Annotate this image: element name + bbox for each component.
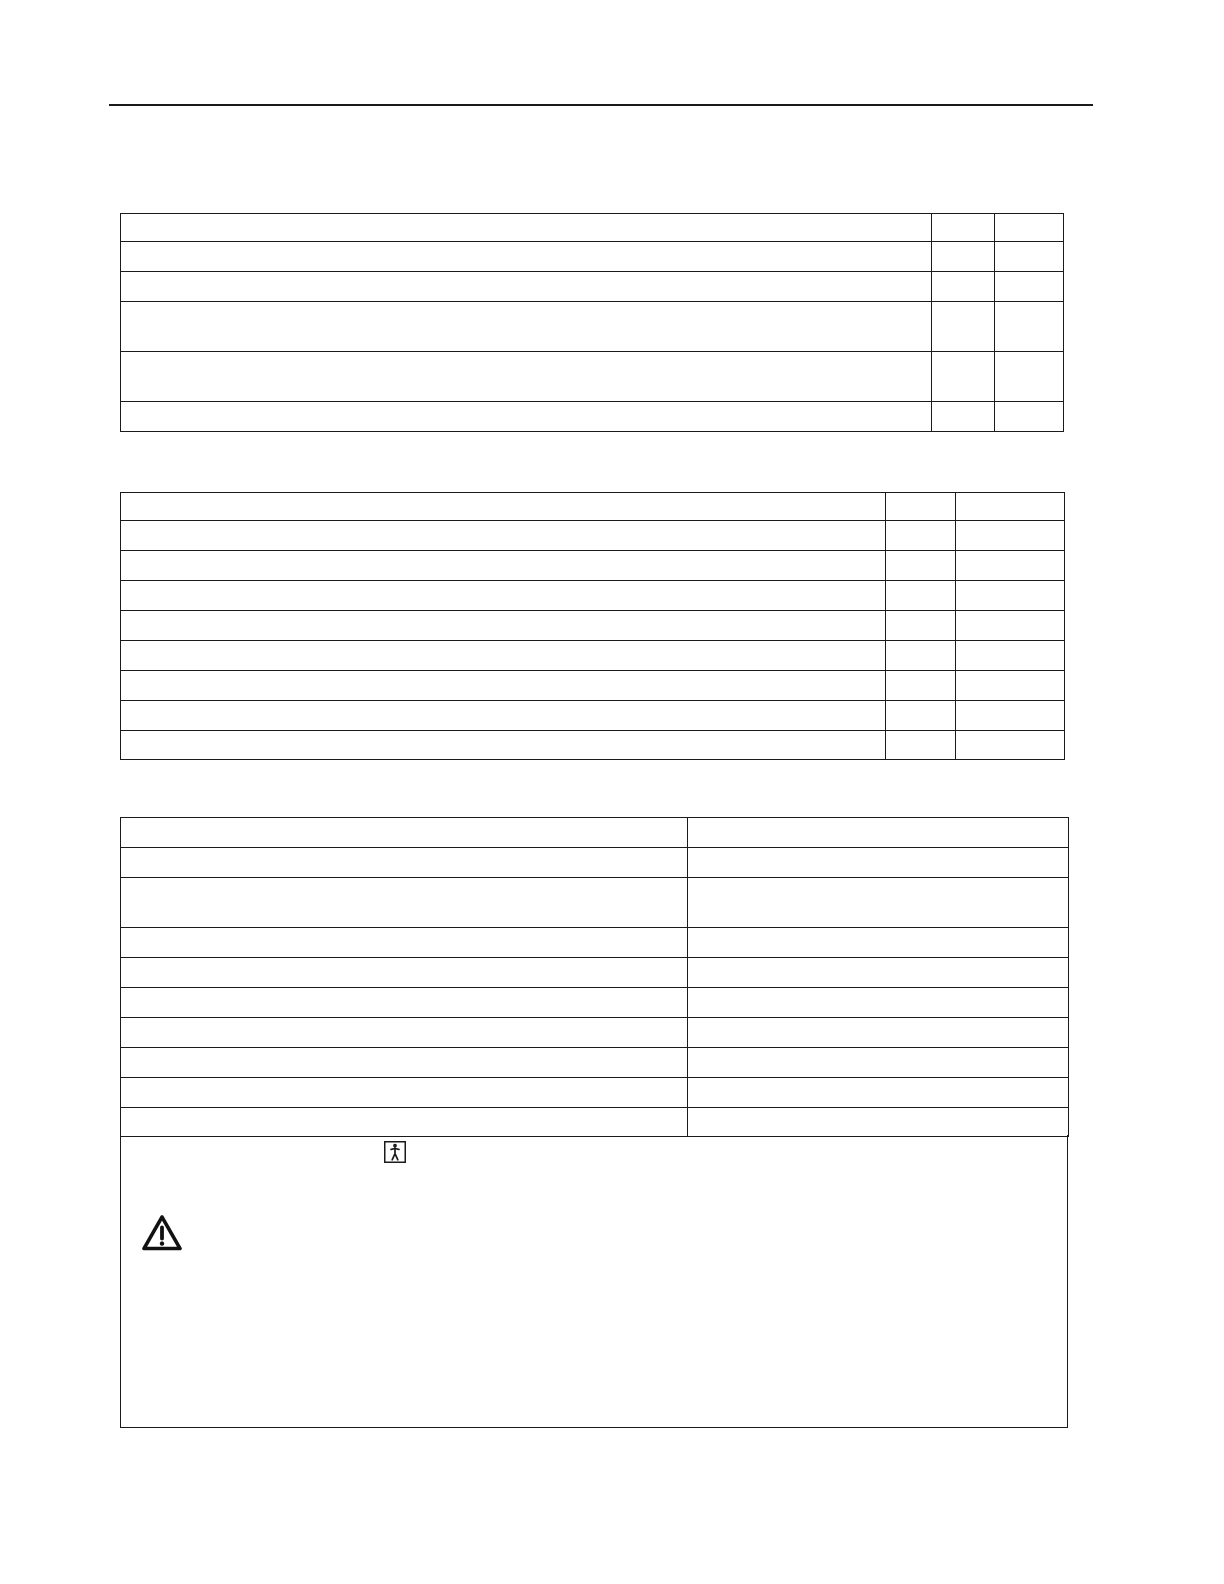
table-cell [956,521,1065,551]
table-cell [956,493,1065,521]
table-cell [932,272,995,302]
table-2 [120,492,1065,760]
table-1 [120,213,1064,432]
table-cell [121,1018,688,1048]
table-cell [121,878,688,928]
table-1-row [121,302,1064,352]
table-1-row [121,402,1064,432]
table-cell [886,701,956,731]
header-rule [109,104,1093,106]
table-1-row [121,352,1064,402]
table-cell [121,958,688,988]
table-cell [688,1048,1069,1078]
table-cell [121,1108,688,1137]
table-3-row [121,1078,1069,1108]
table-cell [121,818,688,848]
table-cell [121,641,886,671]
table-2-row [121,581,1065,611]
table-cell [121,581,886,611]
table-cell [121,302,932,352]
notes-box [120,1135,1068,1428]
table-cell [121,671,886,701]
table-2-row [121,611,1065,641]
table-2-row [121,701,1065,731]
table-3-row [121,1108,1069,1137]
table-3-row [121,878,1069,928]
table-cell [956,611,1065,641]
table-cell [688,848,1069,878]
table-2-row [121,731,1065,760]
table-cell [995,272,1064,302]
table-cell [932,214,995,242]
table-cell [121,352,932,402]
table-cell [121,611,886,641]
table-cell [995,302,1064,352]
table-cell [121,493,886,521]
table-cell [121,731,886,760]
table-cell [932,242,995,272]
table-cell [121,988,688,1018]
table-3-row [121,848,1069,878]
table-3 [120,817,1069,1137]
type-bf-applied-part-icon [384,1141,406,1163]
table-cell [956,731,1065,760]
table-cell [995,402,1064,432]
table-1-row [121,242,1064,272]
table-cell [956,581,1065,611]
table-cell [995,242,1064,272]
table-cell [932,302,995,352]
table-cell [688,958,1069,988]
table-3-row [121,928,1069,958]
table-cell [932,352,995,402]
table-cell [121,701,886,731]
table-cell [886,581,956,611]
table-3-row [121,958,1069,988]
table-cell [121,242,932,272]
table-2-row [121,551,1065,581]
table-cell [886,493,956,521]
table-cell [121,848,688,878]
table-2-row [121,671,1065,701]
table-cell [886,731,956,760]
table-3-row [121,818,1069,848]
table-cell [121,1048,688,1078]
table-cell [688,988,1069,1018]
table-3-row [121,988,1069,1018]
table-1-row [121,214,1064,242]
table-cell [688,818,1069,848]
table-2-row [121,493,1065,521]
table-cell [688,1018,1069,1048]
table-cell [956,701,1065,731]
table-3-row [121,1018,1069,1048]
table-cell [121,1078,688,1108]
table-3-row [121,1048,1069,1078]
table-cell [688,1108,1069,1137]
table-cell [932,402,995,432]
table-2-row [121,521,1065,551]
table-cell [121,928,688,958]
table-cell [886,641,956,671]
table-cell [121,402,932,432]
table-cell [995,352,1064,402]
table-cell [121,272,932,302]
table-cell [995,214,1064,242]
table-cell [956,641,1065,671]
table-2-row [121,641,1065,671]
table-cell [688,1078,1069,1108]
table-cell [688,878,1069,928]
table-cell [956,671,1065,701]
table-cell [688,928,1069,958]
table-cell [886,551,956,581]
table-cell [121,551,886,581]
table-cell [886,611,956,641]
table-cell [121,521,886,551]
table-cell [956,551,1065,581]
table-cell [886,671,956,701]
table-1-row [121,272,1064,302]
table-cell [121,214,932,242]
table-cell [886,521,956,551]
warning-triangle-icon [142,1215,182,1251]
